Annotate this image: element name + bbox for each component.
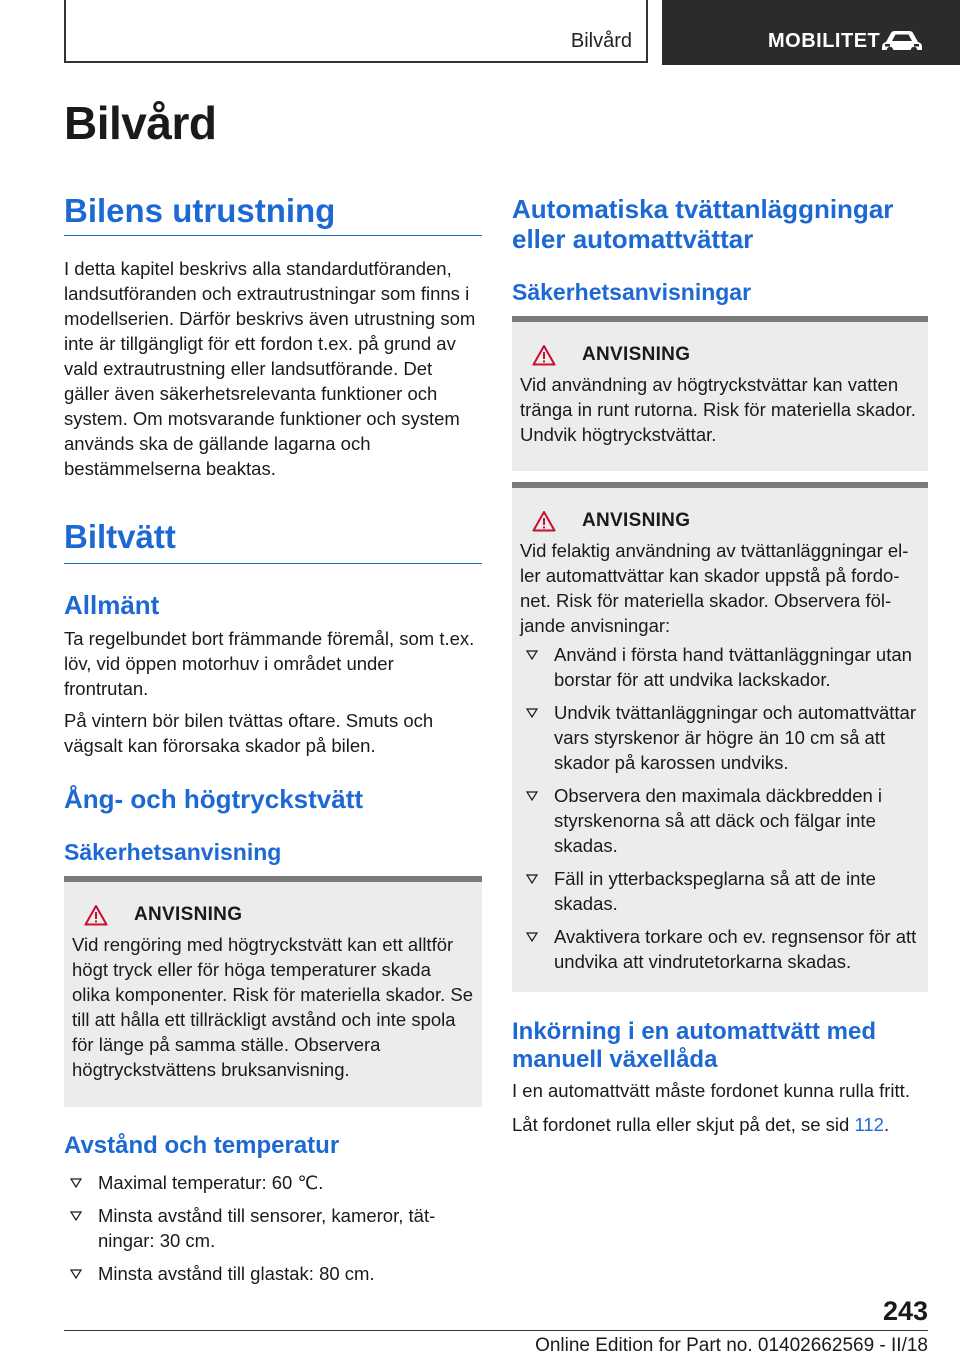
heading-ang-hogtryckstvatt: Ång- och högtryckstvätt bbox=[64, 784, 364, 814]
list-item bbox=[520, 924, 920, 974]
list-item-text: Använd i första hand tvättanläggningar utan borstar för att undvika lackskador. bbox=[554, 644, 912, 690]
page-title: Bilvård bbox=[64, 97, 217, 149]
heading-inkorning-automattvatt: Inkörning i en automattvätt med manuell växellåda bbox=[512, 1018, 877, 1073]
allmant-paragraph-2: På vintern bör bilen tvättas oftare. Smuts och vägsalt kan förorsaka skador på bilen. bbox=[64, 710, 434, 756]
inkorning-suffix: . bbox=[883, 1114, 890, 1135]
bullet-triangle-icon bbox=[70, 1211, 82, 1221]
warning-box-tvattanlaggningar bbox=[512, 482, 928, 992]
warning-list bbox=[520, 642, 920, 974]
warning-triangle-icon bbox=[84, 904, 108, 926]
inkorning-paragraph-1: I en automattvätt måste fordonet kunna rulla fritt. bbox=[512, 1080, 910, 1101]
car-icon bbox=[880, 28, 924, 54]
heading-biltvatt: Biltvätt bbox=[64, 518, 482, 564]
footer-edition: Online Edition for Part no. 01402662569 - II/18 bbox=[535, 1335, 928, 1356]
running-header-section bbox=[64, 0, 648, 63]
page-reference-link[interactable]: 112 bbox=[854, 1114, 884, 1135]
heading-automatiska-tvattanlaggningar: Automatiska tvättanläggningar eller automattvättar bbox=[512, 194, 894, 254]
bullet-triangle-icon bbox=[526, 791, 538, 801]
list-item-text: Maximal temperatur: 60 ℃. bbox=[98, 1172, 324, 1193]
list-item-text: Minsta avstånd till sensorer, kameror, tätningar: 30 cm. bbox=[98, 1205, 436, 1251]
list-item-text: Avaktivera torkare och ev. regnsensor för att undvika att vindrutetorkarna skadas. bbox=[554, 926, 917, 972]
list-item-text: Fäll in ytterbackspeglarna så att de inte skadas. bbox=[554, 868, 876, 914]
bullet-triangle-icon bbox=[526, 708, 538, 718]
list-item bbox=[64, 1170, 482, 1195]
heading-bilens-utrustning: Bilens utrustning bbox=[64, 192, 482, 236]
bullet-triangle-icon bbox=[526, 932, 538, 942]
bullet-triangle-icon bbox=[70, 1178, 82, 1188]
heading-sakerhetsanvisning: Säkerhetsanvisning bbox=[64, 839, 282, 865]
warning-triangle-icon bbox=[532, 344, 556, 366]
list-item bbox=[520, 783, 920, 858]
running-header-chapter bbox=[662, 0, 960, 65]
warning-box-hogtryckstvattar bbox=[512, 316, 928, 471]
warning-text: Vid rengöring med högtryckstvätt kan ett alltför högt tryck eller för höga temperaturer skada olika komponenter. Risk för materiella skador. Se till att hålla ett tillräckligt avstånd och inte spola för länge på samma ställe. Observera högtryckstvättens bruksanvisning. bbox=[72, 934, 474, 1080]
list-item-text: Undvik tvättanläggningar och automattvättar vars styrskenor är högre än 10 cm så att skador på karossen undviks. bbox=[554, 702, 916, 773]
inkorning-text: Låt fordonet rulla eller skjut på det, se sid bbox=[512, 1114, 855, 1135]
allmant-paragraph-1: Ta regelbundet bort främmande föremål, som t.ex. löv, vid öppen motorhuv i området under frontrutan. bbox=[64, 628, 475, 699]
heading-sakerhetsanvisningar: Säkerhetsanvisningar bbox=[512, 279, 752, 305]
bilens-utrustning-text: I detta kapitel beskrivs alla standardutföranden, landsutföranden och extrautrustningar som finns i modellserien. Därför beskrivs även utrustning som inte är tillgängligt för ett fordon t.ex. på grund av vald extrautrustning eller landsutförande. Det gäller även säkerhetsrelevanta funktioner och system. Om motsvarande funktioner och system används ska de gällande lagarna och bestämmelserna beaktas. bbox=[64, 258, 476, 479]
list-item bbox=[520, 642, 920, 692]
warning-label: ANVISNING bbox=[134, 904, 243, 925]
bullet-triangle-icon bbox=[526, 650, 538, 660]
list-item bbox=[520, 866, 920, 916]
bullet-triangle-icon bbox=[526, 874, 538, 884]
list-item bbox=[520, 700, 920, 775]
inkorning-paragraph-2 bbox=[512, 1112, 928, 1137]
warning-text: Vid felaktig användning av tvättanläggningar eller automattvättar kan skador uppstå på fordonet. Risk för materiella skador. Observera följande anvisningar: bbox=[520, 540, 909, 636]
heading-avstand-temperatur: Avstånd och temperatur bbox=[64, 1132, 340, 1159]
list-item-text: Observera den maximala däckbredden i styrskenorna så att däck och fälgar inte skadas. bbox=[554, 785, 883, 856]
section-label: Bilvård bbox=[570, 30, 632, 52]
bullet-triangle-icon bbox=[70, 1269, 82, 1279]
warning-label: ANVISNING bbox=[582, 344, 691, 365]
list-item bbox=[64, 1203, 482, 1253]
list-item bbox=[64, 1261, 482, 1286]
chapter-label: MOBILITET bbox=[768, 30, 881, 52]
warning-triangle-icon bbox=[532, 510, 556, 532]
list-item-text: Minsta avstånd till glastak: 80 cm. bbox=[98, 1263, 375, 1284]
warning-box-hogtryck bbox=[64, 876, 482, 1107]
warning-label: ANVISNING bbox=[582, 510, 691, 531]
page-number: 243 bbox=[882, 1296, 928, 1326]
heading-allmant: Allmänt bbox=[64, 590, 160, 620]
footer-divider bbox=[64, 1330, 928, 1331]
warning-text: Vid användning av högtryckstvättar kan vatten tränga in runt rutorna. Risk för materiella skador. Undvik högtryckstvättar. bbox=[520, 374, 916, 445]
avstand-list bbox=[64, 1170, 482, 1294]
